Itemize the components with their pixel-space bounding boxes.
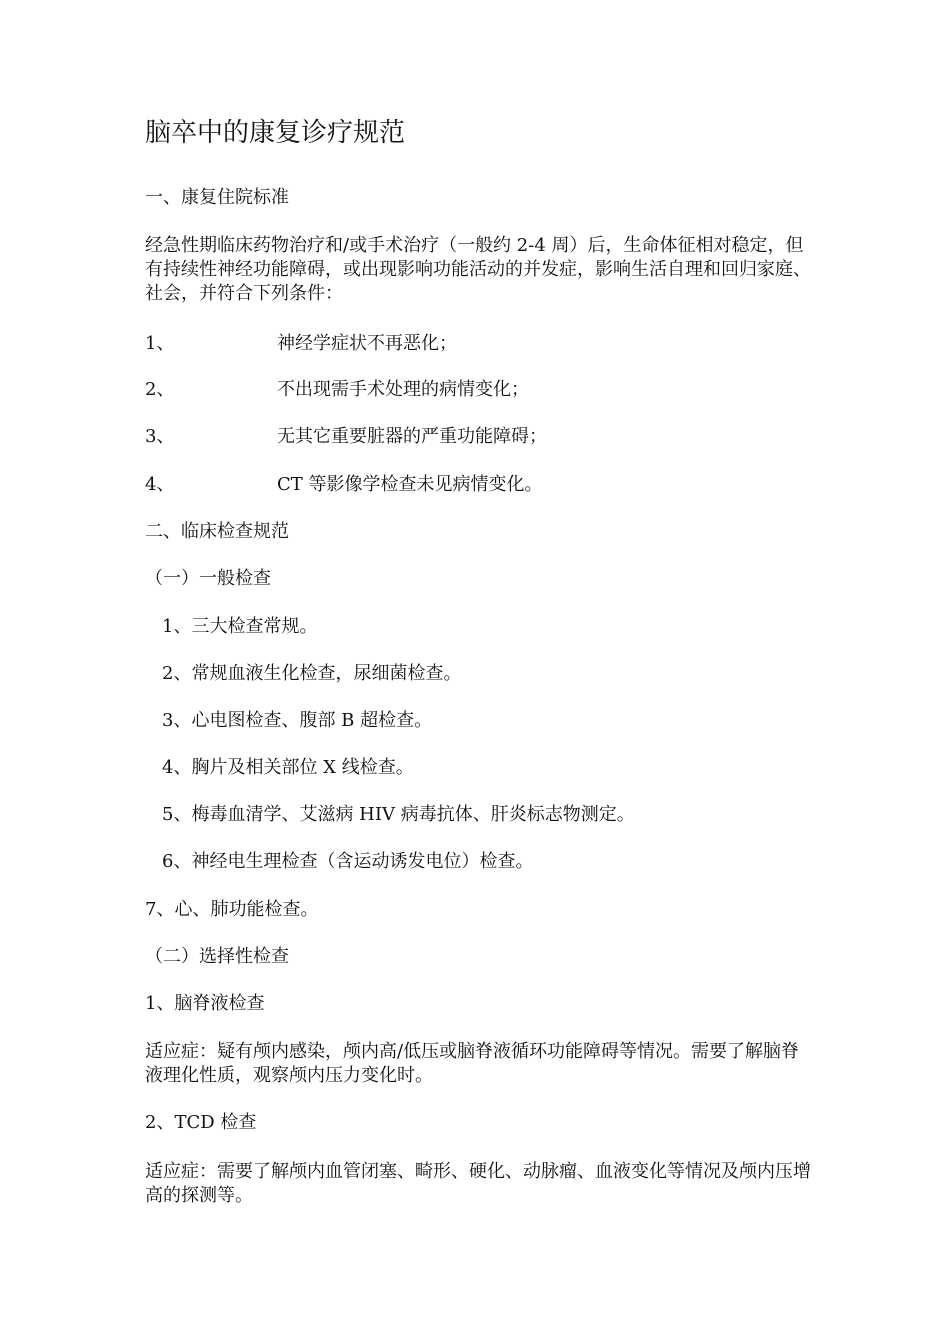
criteria-text: 神经学症状不再恶化； — [277, 333, 457, 354]
subsection-heading-general: （一）一般检查 — [145, 568, 271, 589]
exam-list-item: 4、胸片及相关部位 X 线检查。 — [162, 757, 414, 778]
criteria-text: CT 等影像学检查未见病情变化。 — [277, 474, 543, 495]
section-heading-exams: 二、临床检查规范 — [145, 521, 289, 542]
criteria-number: 2、 — [145, 379, 175, 400]
exam-list-item: 7、心、肺功能检查。 — [145, 899, 319, 920]
exam-list-item: 5、梅毒血清学、艾滋病 HIV 病毒抗体、肝炎标志物测定。 — [162, 804, 635, 825]
optional-item-title: 1、脑脊液检查 — [145, 993, 265, 1014]
section-heading-admission: 一、康复住院标准 — [145, 187, 289, 208]
admission-intro-paragraph: 经急性期临床药物治疗和/或手术治疗（一般约 2-4 周）后，生命体征相对稳定，但有持续性神经功能障碍，或出现影响功能活动的并发症，影响生活自理和回归家庭、社会，并符合下列条件： — [145, 235, 811, 304]
exam-list-item: 1、三大检查常规。 — [162, 616, 318, 637]
criteria-number: 3、 — [145, 426, 175, 447]
criteria-number: 1、 — [145, 333, 175, 354]
optional-item-description: 适应症：疑有颅内感染，颅内高/低压或脑脊液循环功能障碍等情况。需要了解脑脊液理化性质，观察颅内压力变化时。 — [145, 1041, 800, 1086]
optional-item-description: 适应症：需要了解颅内血管闭塞、畸形、硬化、动脉瘤、血液变化等情况及颅内压增高的探测等。 — [145, 1161, 811, 1206]
page-title: 脑卒中的康复诊疗规范 — [145, 118, 406, 148]
criteria-text: 无其它重要脏器的严重功能障碍； — [277, 426, 547, 447]
subsection-heading-optional: （二）选择性检查 — [145, 946, 289, 967]
optional-item-title: 2、TCD 检查 — [145, 1112, 257, 1133]
exam-list-item: 3、心电图检查、腹部 B 超检查。 — [162, 710, 433, 731]
criteria-text: 不出现需手术处理的病情变化； — [277, 379, 529, 400]
exam-list-item: 6、神经电生理检查（含运动诱发电位）检查。 — [162, 851, 534, 872]
criteria-number: 4、 — [145, 474, 175, 495]
exam-list-item: 2、常规血液生化检查，尿细菌检查。 — [162, 663, 462, 684]
